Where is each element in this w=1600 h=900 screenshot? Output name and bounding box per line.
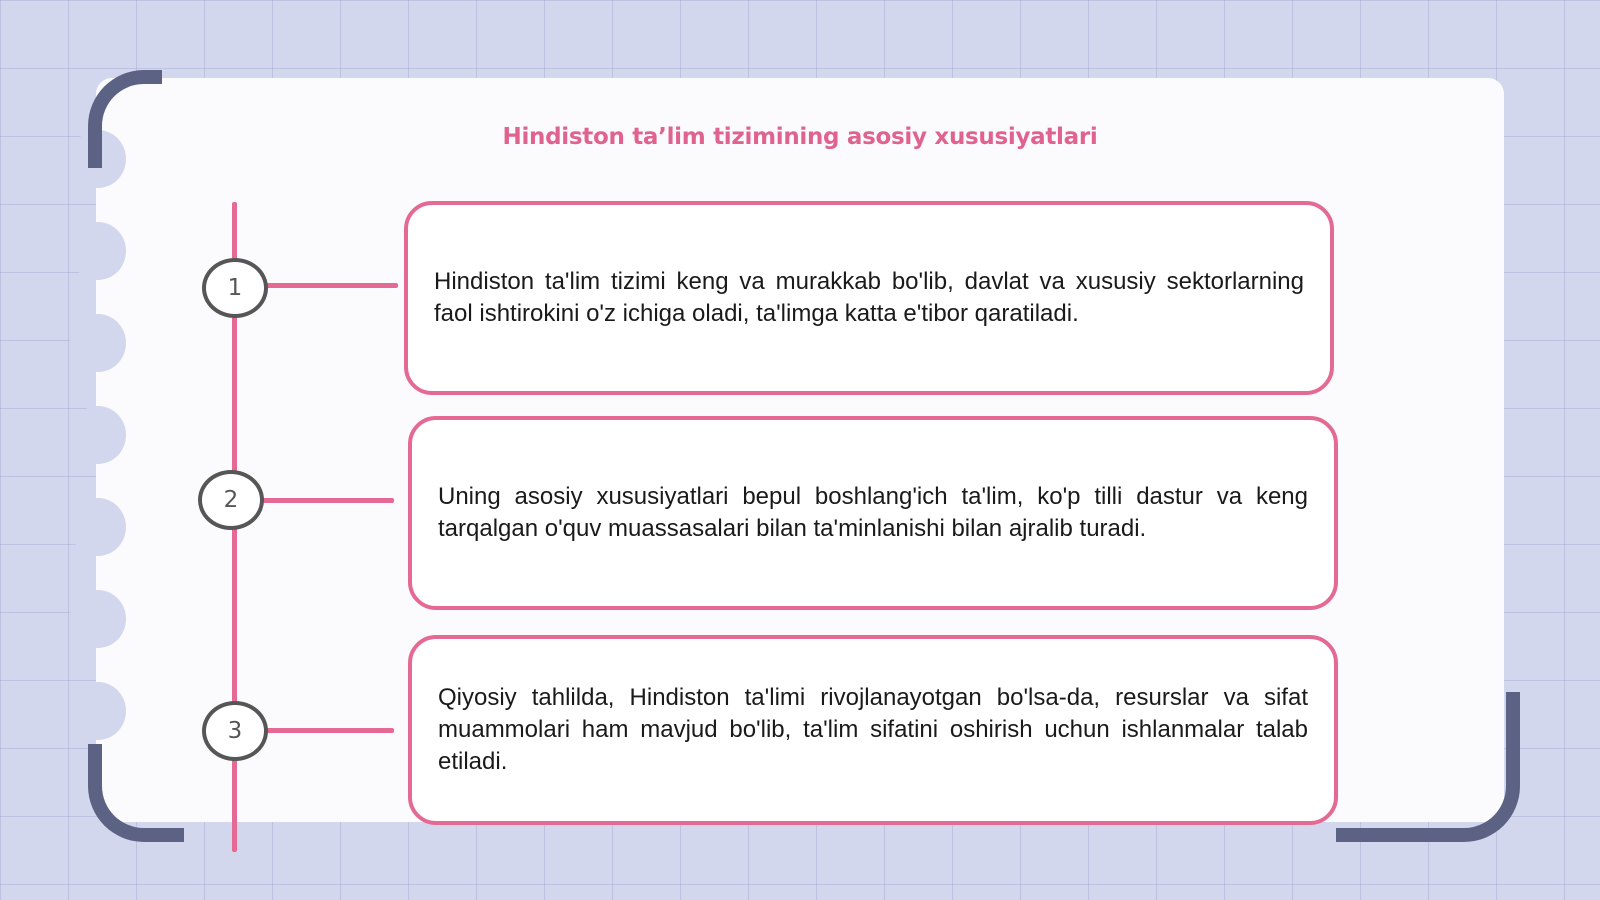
timeline-connector	[262, 728, 394, 733]
step-card	[404, 201, 1334, 395]
step-text: Uning asosiy xususiyatlari bepul boshlang'ich ta'lim, ko'p tilli dastur va keng tarqalgan o'quv muassasalari bilan ta'minlanishi bilan ajralib turadi.	[438, 483, 1308, 542]
step-card	[408, 416, 1338, 610]
slide-title: Hindiston ta’lim tizimining asosiy xususiyatlari	[502, 124, 1098, 150]
step-text: Qiyosiy tahlilda, Hindiston ta'limi rivojlanayotgan bo'lsa-da, resurslar va sifat muammolari ham mavjud bo'lib, ta'lim sifatini oshirish uchun ishlanmalar talab etiladi.	[438, 684, 1308, 775]
step-number-badge: 3	[202, 701, 268, 761]
notebook-scallop	[70, 590, 126, 648]
timeline-connector	[258, 498, 394, 503]
step-number-badge: 2	[198, 470, 264, 530]
notebook-scallop	[70, 406, 126, 464]
step-card	[408, 635, 1338, 825]
notebook-scallop	[70, 222, 126, 280]
notebook-edge	[70, 130, 126, 770]
notebook-scallop	[70, 682, 126, 740]
step-text: Hindiston ta'lim tizimi keng va murakkab bo'lib, davlat va xususiy sektorlarning faol ishtirokini o'z ichiga oladi, ta'limga katta e'tibor qaratiladi.	[434, 268, 1304, 327]
step-number-badge: 1	[202, 258, 268, 318]
notebook-scallop	[70, 498, 126, 556]
timeline-connector	[262, 283, 398, 288]
frame-corner-bottom-right	[1336, 692, 1520, 842]
frame-corner-bottom-left	[88, 744, 184, 842]
notebook-scallop	[70, 314, 126, 372]
